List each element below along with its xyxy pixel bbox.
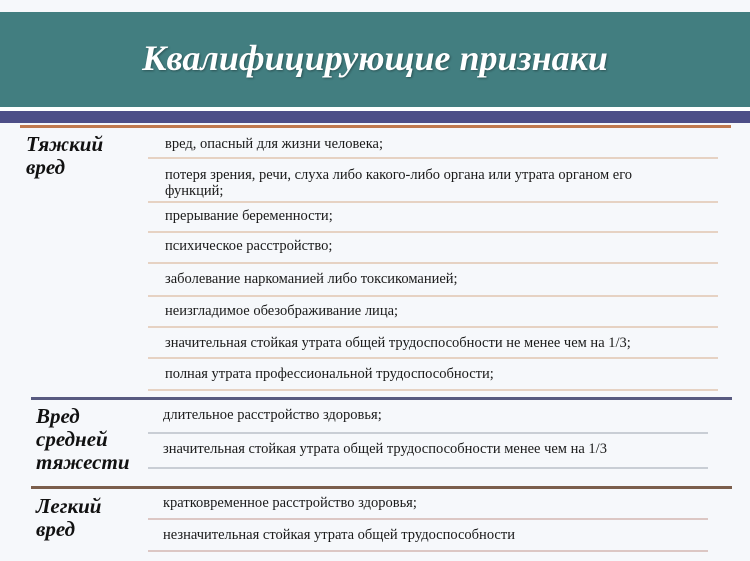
item-separator [148, 262, 718, 264]
item-separator [148, 231, 718, 233]
section-label-line: Тяжкий [26, 132, 104, 156]
item-separator [148, 467, 708, 469]
section-label-moderate [36, 405, 130, 474]
list-item: потеря зрения, речи, слуха либо какого-либо органа или утрата органом его [165, 167, 633, 183]
section-divider-moderate [31, 397, 732, 400]
section-label-minor [36, 495, 101, 541]
list-item: вред, опасный для жизни человека; [165, 136, 383, 152]
section-label-line: Легкий [36, 494, 102, 518]
section-label-line: Вред [36, 404, 80, 428]
list-item: психическое расстройство; [165, 238, 333, 254]
section-divider-minor [31, 486, 732, 489]
section-label-line: вред [36, 517, 76, 541]
list-item: полная утрата профессиональной трудоспособности; [165, 366, 494, 382]
section-label-line: тяжести [36, 450, 130, 474]
list-item: кратковременное расстройство здоровья; [163, 495, 417, 511]
list-item: значительная стойкая утрата общей трудоспособности не менее чем на 1/3; [165, 335, 631, 351]
item-separator [148, 157, 718, 159]
item-separator [148, 326, 718, 328]
list-item: незначительная стойкая утрата общей трудоспособности [163, 527, 515, 543]
section-label-line: средней [36, 427, 108, 451]
section-label-severe [26, 133, 103, 179]
item-separator [148, 518, 708, 520]
list-item: значительная стойкая утрата общей трудоспособности менее чем на 1/3 [163, 441, 607, 457]
section-label-line: вред [26, 155, 66, 179]
list-item: прерывание беременности; [165, 208, 333, 224]
item-separator [148, 357, 718, 359]
list-item-continuation: функций; [165, 183, 224, 199]
item-separator [148, 201, 718, 203]
list-item: заболевание наркоманией либо токсикоманией; [165, 271, 458, 287]
item-separator [148, 295, 718, 297]
title-band [0, 12, 750, 107]
item-separator [148, 550, 708, 552]
item-separator [148, 432, 708, 434]
section-divider-severe [20, 125, 731, 128]
item-separator [148, 389, 718, 391]
list-item: неизгладимое обезображивание лица; [165, 303, 399, 319]
slide-title: Квалифицирующие признаки [142, 37, 608, 78]
list-item: длительное расстройство здоровья; [163, 407, 382, 423]
accent-band [0, 111, 750, 123]
